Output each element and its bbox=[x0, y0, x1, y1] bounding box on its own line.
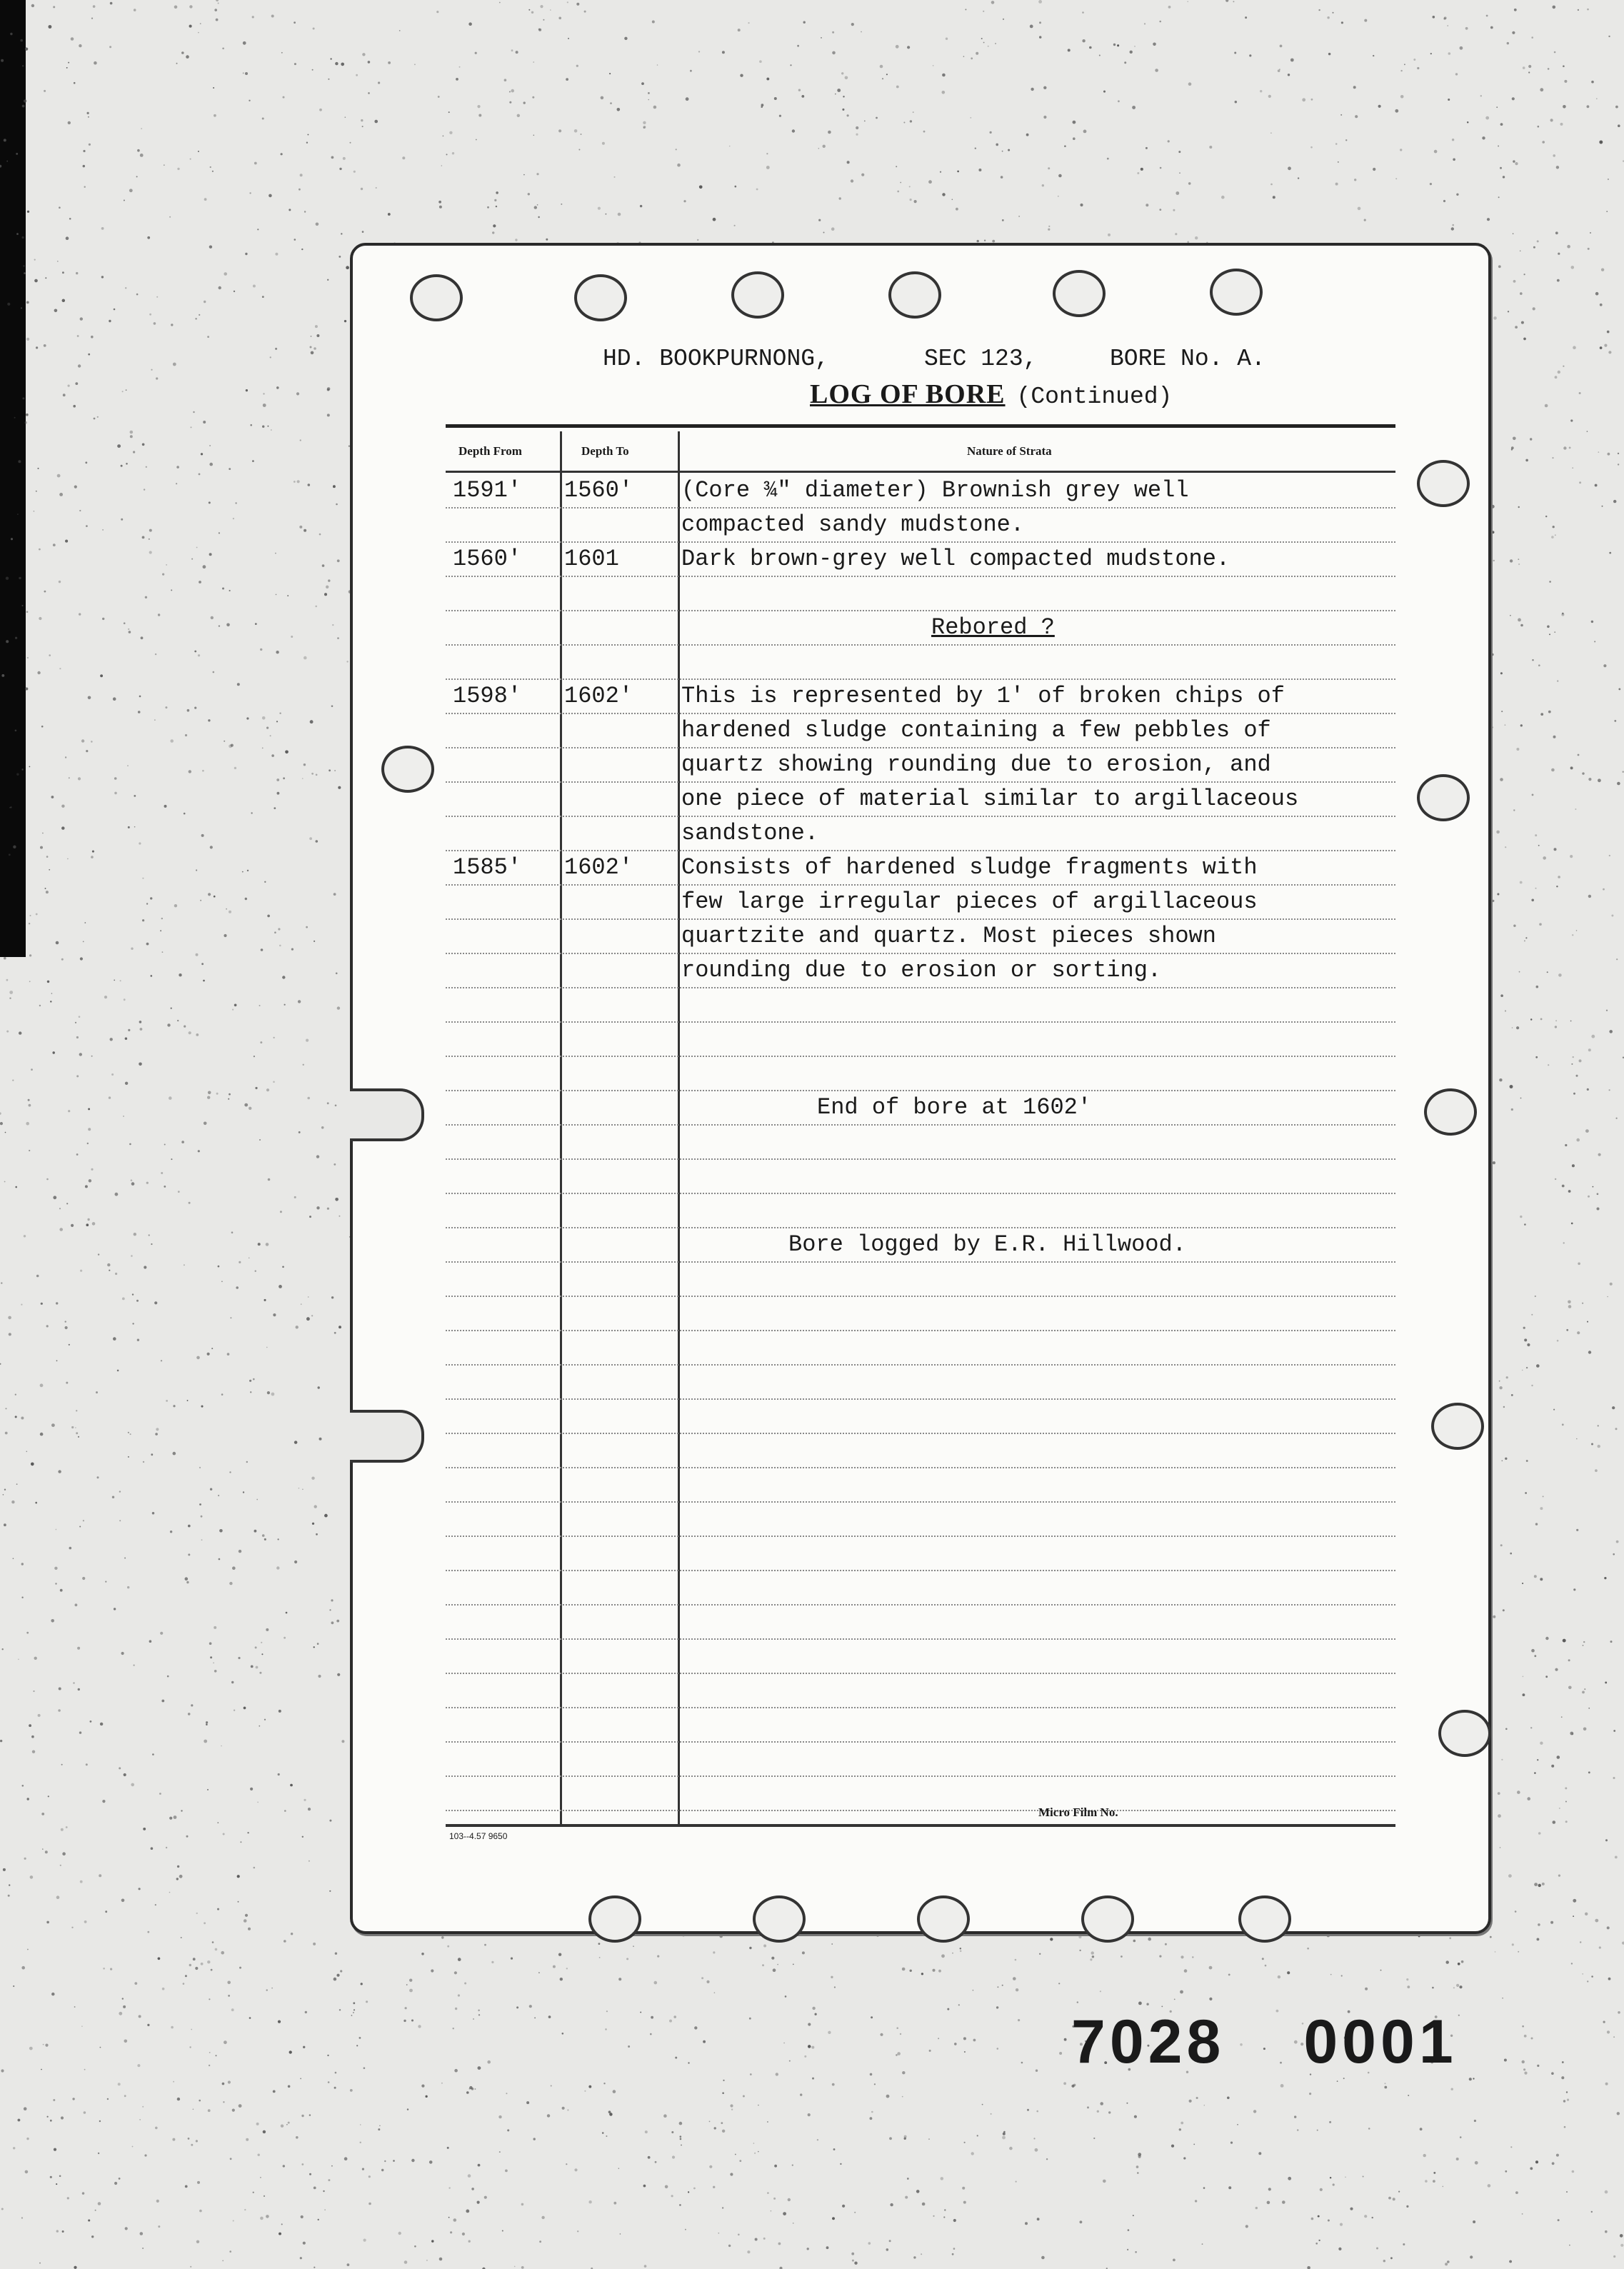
strata-table bbox=[446, 473, 1395, 1823]
strata-description-cell: quartzite and quartz. Most pieces shown bbox=[681, 923, 1216, 949]
strata-description-cell: compacted sandy mudstone. bbox=[681, 511, 1025, 538]
page-title bbox=[810, 379, 1172, 411]
strata-description-cell: Consists of hardened sludge fragments with bbox=[681, 854, 1258, 881]
depth-from-cell: 1585' bbox=[453, 854, 522, 881]
table-row bbox=[446, 1158, 1395, 1194]
table-row bbox=[446, 1467, 1395, 1503]
strata-description-cell: Rebored ? bbox=[931, 614, 1055, 641]
binder-notch-icon bbox=[350, 1410, 424, 1463]
punch-hole-icon bbox=[574, 274, 627, 321]
table-row bbox=[446, 1193, 1395, 1228]
table-row bbox=[446, 1501, 1395, 1537]
punch-hole-icon bbox=[1417, 774, 1470, 821]
depth-to-cell: 1560' bbox=[564, 477, 633, 504]
table-row bbox=[446, 987, 1395, 1023]
depth-to-cell: 1601 bbox=[564, 546, 619, 572]
table-row bbox=[446, 507, 1395, 543]
table-row bbox=[446, 1673, 1395, 1708]
depth-from-cell: 1591' bbox=[453, 477, 522, 504]
table-row bbox=[446, 1364, 1395, 1400]
table-row bbox=[446, 1261, 1395, 1297]
table-row bbox=[446, 610, 1395, 646]
depth-to-cell: 1602' bbox=[564, 683, 633, 709]
table-row bbox=[446, 1330, 1395, 1366]
punch-hole-icon bbox=[888, 271, 941, 319]
strata-description-cell: This is represented by 1' of broken chips of bbox=[681, 683, 1285, 709]
log-card bbox=[350, 243, 1491, 1934]
header-bore-number: BORE No. A. bbox=[1110, 346, 1265, 372]
table-row bbox=[446, 1296, 1395, 1331]
stamp-frame-number: 0001 bbox=[1303, 2008, 1458, 2076]
table-row bbox=[446, 1707, 1395, 1743]
strata-description-cell: Bore logged by E.R. Hillwood. bbox=[788, 1231, 1186, 1258]
table-row bbox=[446, 747, 1395, 783]
table-row bbox=[446, 576, 1395, 611]
strata-description-cell: End of bore at 1602' bbox=[817, 1094, 1092, 1121]
table-row bbox=[446, 1604, 1395, 1640]
table-row bbox=[446, 1090, 1395, 1126]
table-row bbox=[446, 1021, 1395, 1057]
table-row bbox=[446, 850, 1395, 886]
strata-description-cell: Dark brown-grey well compacted mudstone. bbox=[681, 546, 1230, 572]
punch-hole-icon bbox=[1424, 1088, 1477, 1136]
punch-hole-icon bbox=[1431, 1403, 1484, 1450]
punch-hole-icon bbox=[1210, 269, 1263, 316]
table-row bbox=[446, 1741, 1395, 1777]
punch-hole-icon bbox=[731, 271, 784, 319]
col-depth-from: Depth From bbox=[458, 444, 522, 458]
strata-description-cell: one piece of material similar to argillaceous bbox=[681, 786, 1299, 812]
punch-hole-icon bbox=[1417, 460, 1470, 507]
table-row bbox=[446, 678, 1395, 714]
punch-hole-icon bbox=[410, 274, 463, 321]
depth-from-cell: 1598' bbox=[453, 683, 522, 709]
punch-hole-icon bbox=[917, 1895, 970, 1943]
title-main: LOG OF BORE bbox=[810, 379, 1006, 409]
table-row bbox=[446, 953, 1395, 988]
punch-hole-icon bbox=[1053, 270, 1106, 317]
strata-description-cell: few large irregular pieces of argillaceous bbox=[681, 888, 1258, 915]
col-nature-of-strata: Nature of Strata bbox=[967, 444, 1052, 458]
table-row bbox=[446, 1056, 1395, 1091]
header-rule bbox=[446, 424, 1395, 428]
table-row bbox=[446, 541, 1395, 577]
table-row bbox=[446, 1775, 1395, 1811]
strata-description-cell: quartz showing rounding due to erosion, and bbox=[681, 751, 1271, 778]
header-district: HD. BOOKPURNONG, bbox=[603, 346, 829, 372]
punch-hole-icon bbox=[1238, 1895, 1291, 1943]
table-row bbox=[446, 781, 1395, 817]
col-depth-to: Depth To bbox=[581, 444, 629, 458]
table-row bbox=[446, 884, 1395, 920]
title-suffix: (Continued) bbox=[1016, 384, 1173, 410]
table-row bbox=[446, 1638, 1395, 1674]
punch-hole-icon bbox=[753, 1895, 806, 1943]
punch-hole-icon bbox=[1438, 1710, 1491, 1757]
table-row bbox=[446, 1536, 1395, 1571]
film-frame-stamp bbox=[1071, 2007, 1536, 2078]
header-section: SEC 123, bbox=[924, 346, 1038, 372]
strata-description-cell: (Core ¾" diameter) Brownish grey well bbox=[681, 477, 1189, 504]
table-row bbox=[446, 473, 1395, 509]
table-row bbox=[446, 816, 1395, 851]
table-row bbox=[446, 1227, 1395, 1263]
table-row bbox=[446, 1433, 1395, 1468]
table-row bbox=[446, 1570, 1395, 1606]
strata-description-cell: rounding due to erosion or sorting. bbox=[681, 957, 1162, 983]
punch-hole-icon bbox=[381, 746, 434, 793]
punch-hole-icon bbox=[588, 1895, 641, 1943]
micro-film-label: Micro Film No. bbox=[1038, 1805, 1118, 1819]
table-row bbox=[446, 644, 1395, 680]
table-row bbox=[446, 1398, 1395, 1434]
strata-description-cell: sandstone. bbox=[681, 820, 819, 846]
depth-to-cell: 1602' bbox=[564, 854, 633, 881]
bottom-rule bbox=[446, 1824, 1395, 1827]
binder-notch-icon bbox=[350, 1088, 424, 1141]
table-row bbox=[446, 918, 1395, 954]
strata-description-cell: hardened sludge containing a few pebbles of bbox=[681, 717, 1271, 743]
stamp-reel-number: 7028 bbox=[1071, 2008, 1225, 2076]
table-row bbox=[446, 1124, 1395, 1160]
depth-from-cell: 1560' bbox=[453, 546, 522, 572]
punch-hole-icon bbox=[1081, 1895, 1134, 1943]
form-code: 103--4.57 9650 bbox=[449, 1831, 508, 1841]
table-row bbox=[446, 713, 1395, 748]
